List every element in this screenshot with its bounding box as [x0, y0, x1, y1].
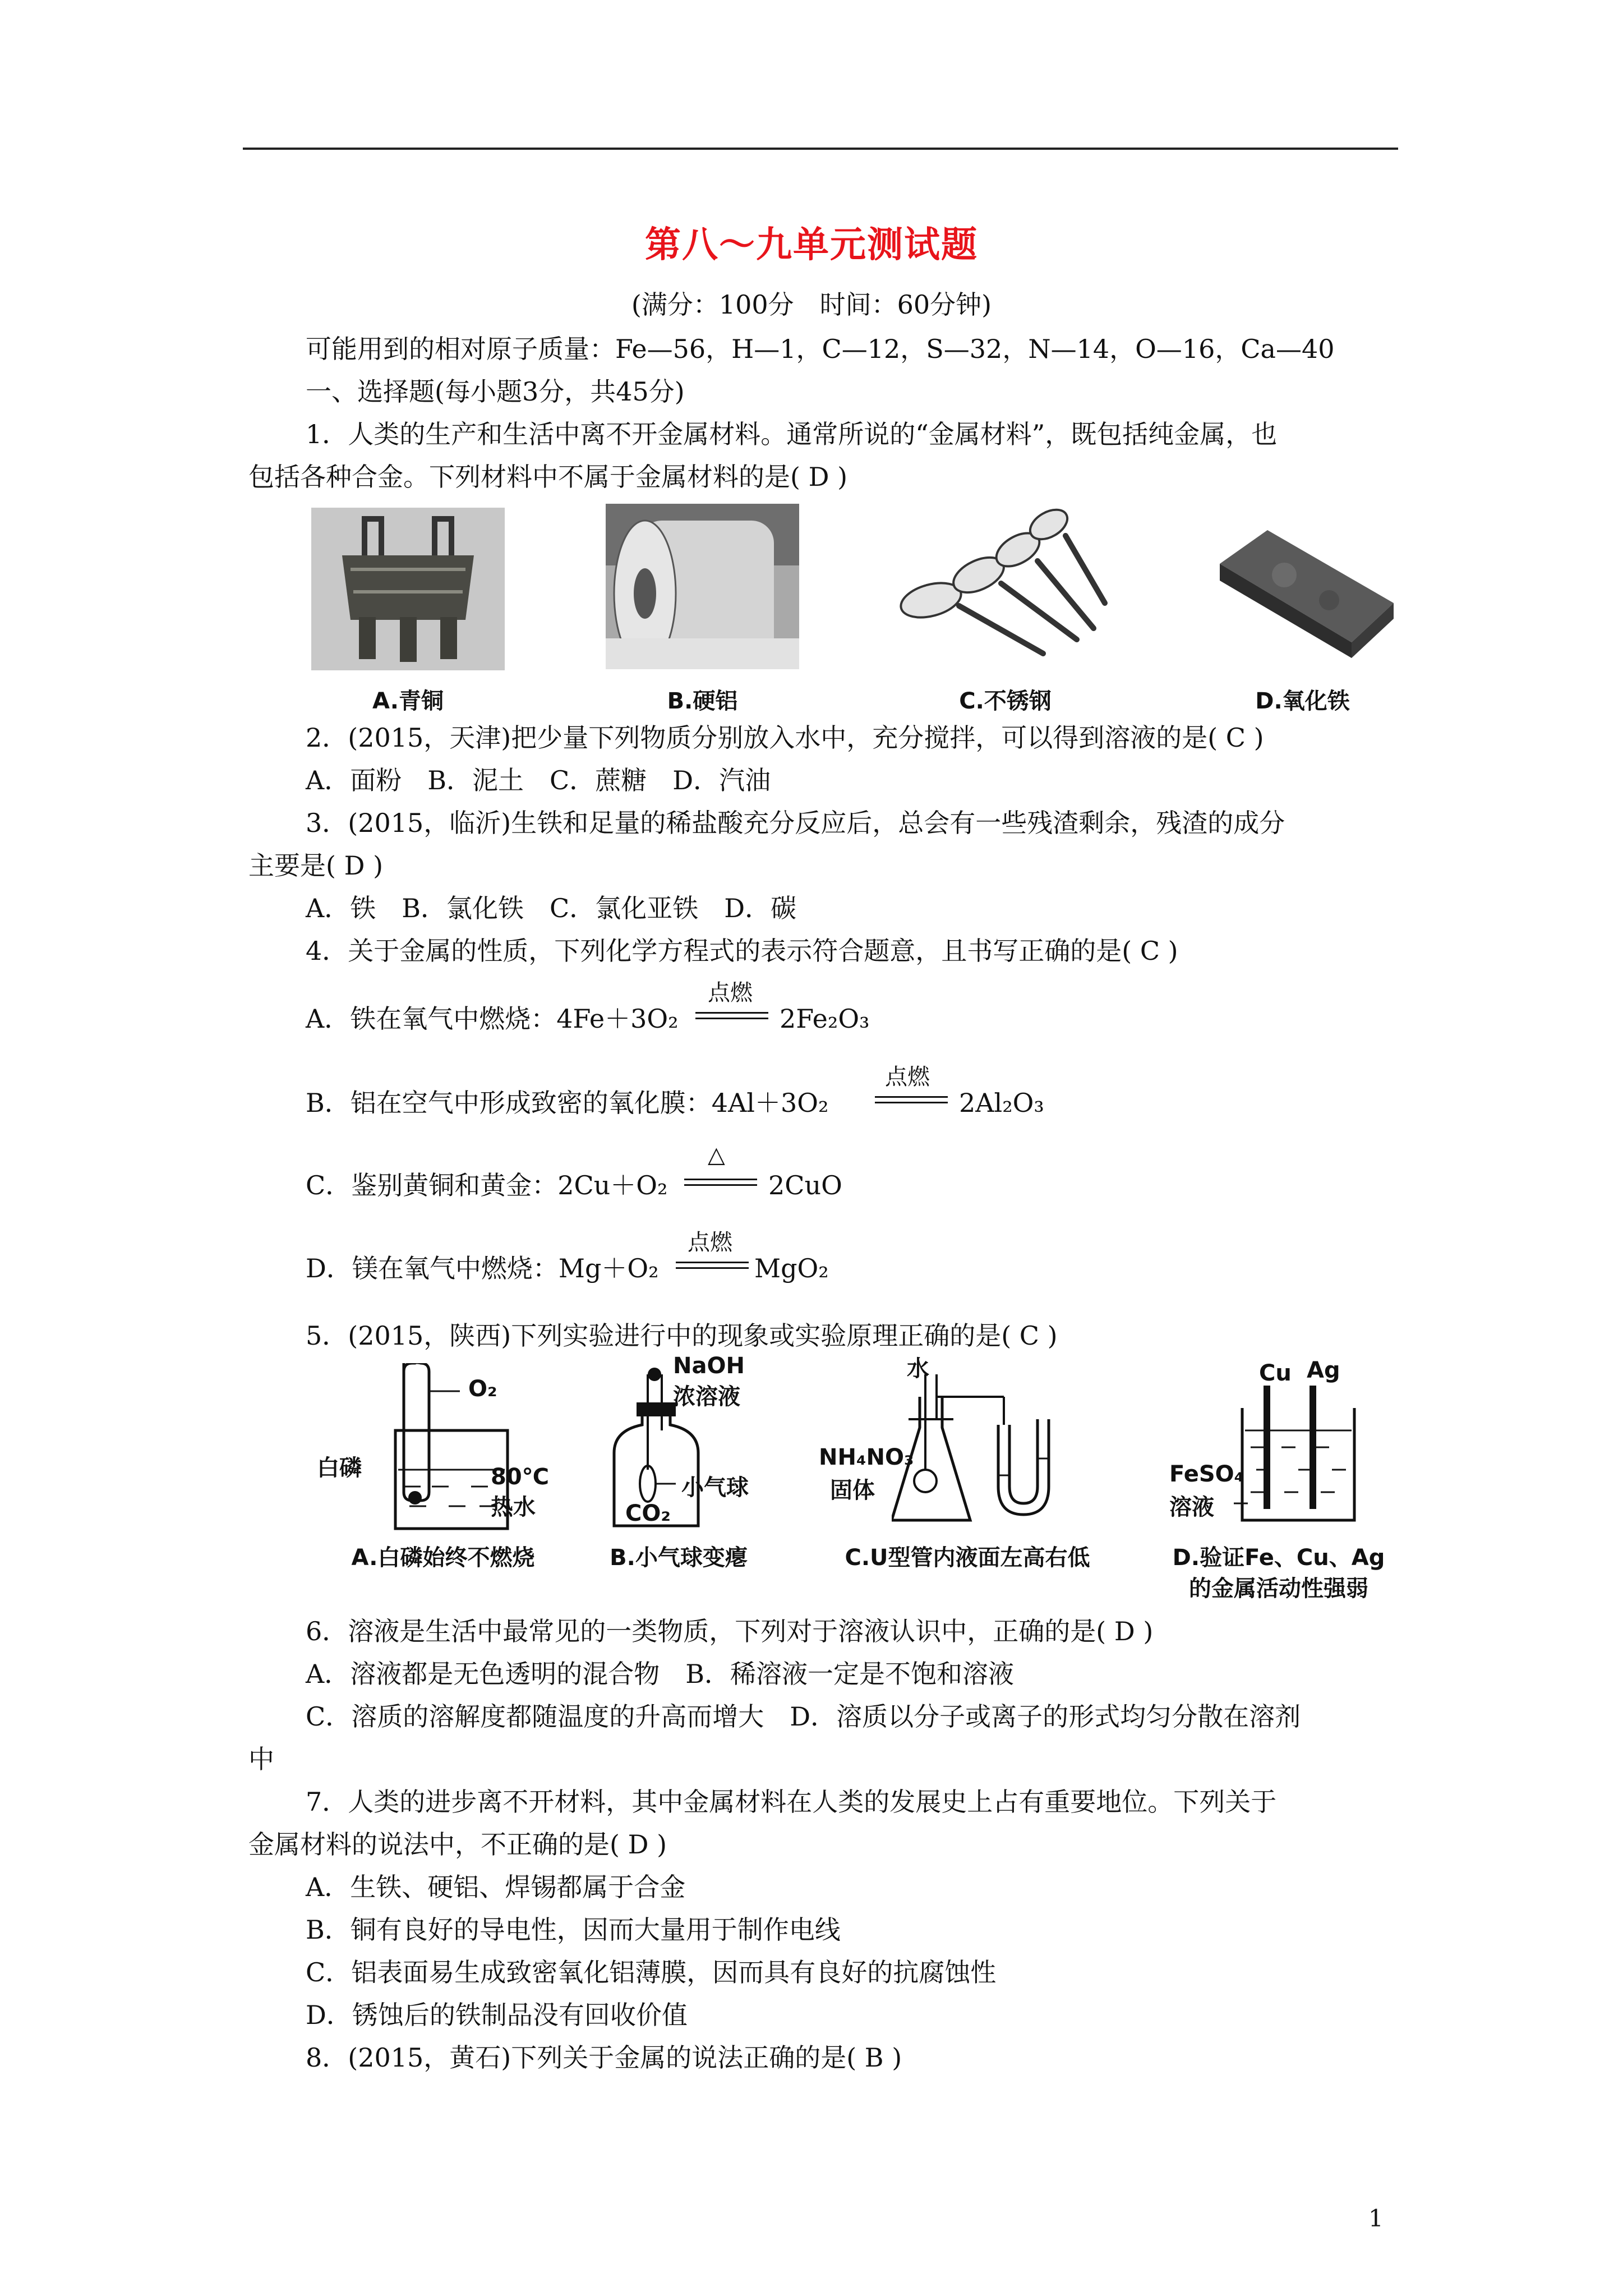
q1-caption-a: A.青铜: [372, 688, 444, 714]
fig-b-caption: B.小气球变瘪: [610, 1545, 748, 1571]
bronze-vessel-image: [311, 508, 505, 670]
q3-options: A．铁 B．氯化铁 C．氯化亚铁 D．碳: [306, 893, 797, 923]
q2-options: A．面粉 B．泥土 C．蔗糖 D．汽油: [306, 765, 771, 795]
q3-line2: 主要是( D ): [248, 850, 384, 881]
q4-stem: 4．关于金属的性质，下列化学方程式的表示符合题意，且书写正确的是( C ): [306, 936, 1178, 966]
q7-line2: 金属材料的说法中，不正确的是( D ): [248, 1829, 667, 1860]
q1-caption-c: C.不锈钢: [959, 688, 1052, 714]
fig-c-water-label: 水: [907, 1356, 929, 1382]
q1-line2: 包括各种合金。下列材料中不属于金属材料的是( D ): [248, 462, 848, 492]
fig-c-solid-label: 固体: [830, 1478, 875, 1503]
fig-d-solution-label: 溶液: [1169, 1494, 1214, 1520]
fig-a-temp-label: 80℃: [491, 1464, 550, 1490]
fig-b-balloon-label: 小气球: [681, 1475, 749, 1501]
fig-c-caption: C.U型管内液面左高右低: [845, 1545, 1090, 1571]
q4-b-bar-top: [875, 1096, 948, 1098]
q6-stem: 6．溶液是生活中最常见的一类物质，下列对于溶液认识中，正确的是( D ): [306, 1616, 1154, 1646]
header-rule: [243, 148, 1398, 150]
q3-line1: 3．(2015，临沂)生铁和足量的稀盐酸充分反应后，总会有一些残渣剩余，残渣的成分: [306, 808, 1285, 838]
q2-stem: 2．(2015，天津)把少量下列物质分别放入水中，充分搅拌，可以得到溶液的是( C ): [306, 723, 1264, 753]
q4-a-condition: 点燃: [708, 980, 753, 1006]
fig-d-caption-2: 的金属活动性强弱: [1189, 1576, 1368, 1602]
q4-c-condition: △: [708, 1142, 725, 1168]
q7-option-c: C．铝表面易生成致密氧化铝薄膜，因而具有良好的抗腐蚀性: [306, 1957, 997, 1987]
q6-options-cd-cont: 中: [248, 1744, 274, 1774]
q4-c-bar-top: [684, 1179, 757, 1180]
q7-line1: 7．人类的进步离不开材料，其中金属材料在人类的发展史上占有重要地位。下列关于: [306, 1787, 1277, 1817]
fig-a-white-p-label: 白磷: [317, 1455, 362, 1481]
q4-d-bar-bottom: [676, 1267, 749, 1269]
q4-a-bar-bottom: [695, 1018, 768, 1019]
experiment-d-diagram: [1231, 1386, 1366, 1531]
q4-a-left: A．铁在氧气中燃烧：4Fe＋3O₂: [306, 1004, 679, 1034]
q7-option-a: A．生铁、硬铝、焊锡都属于合金: [306, 1872, 686, 1902]
q4-c-bar-bottom: [684, 1184, 757, 1186]
q4-b-left: B．铝在空气中形成致密的氧化膜：4Al＋3O₂: [306, 1088, 829, 1118]
q6-options-ab: A．溶液都是无色透明的混合物 B．稀溶液一定是不饱和溶液: [306, 1659, 1015, 1689]
q7-option-d: D．锈蚀后的铁制品没有回收价值: [306, 2000, 688, 2030]
fig-a-o2-label: O₂: [468, 1376, 497, 1402]
q1-caption-b: B.硬铝: [667, 688, 738, 714]
fig-a-hot-water-label: 热水: [491, 1494, 536, 1520]
q4-a-bar-top: [695, 1012, 768, 1014]
fig-b-conc-label: 浓溶液: [673, 1384, 740, 1410]
q4-b-right: 2Al₂O₃: [959, 1088, 1044, 1118]
section-heading: 一、选择题(每小题3分，共45分): [306, 376, 685, 407]
fig-b-co2-label: CO₂: [625, 1501, 671, 1526]
q1-caption-d: D.氧化铁: [1255, 688, 1350, 714]
q4-d-bar-top: [676, 1262, 749, 1263]
fig-b-naoh-label: NaOH: [673, 1353, 745, 1379]
page-title: 第八～九单元测试题: [645, 224, 978, 266]
q5-stem: 5．(2015，陕西)下列实验进行中的现象或实验原理正确的是( C ): [306, 1320, 1058, 1351]
q4-b-bar-bottom: [875, 1102, 948, 1103]
q4-a-right: 2Fe₂O₃: [780, 1004, 870, 1034]
q4-d-left: D．镁在氧气中燃烧：Mg＋O₂: [306, 1253, 659, 1283]
fig-d-feso4-label: FeSO₄: [1169, 1461, 1244, 1487]
q4-c-left: C．鉴别黄铜和黄金：2Cu＋O₂: [306, 1170, 668, 1200]
experiment-c-diagram: [892, 1374, 1077, 1537]
q8-stem: 8．(2015，黄石)下列关于金属的说法正确的是( B ): [306, 2042, 902, 2073]
q4-c-right: 2CuO: [768, 1170, 842, 1200]
q1-line1: 1．人类的生产和生活中离不开金属材料。通常所说的“金属材料”，既包括纯金属，也: [306, 419, 1278, 449]
subtitle: (满分：100分 时间：60分钟): [631, 289, 992, 320]
q4-b-condition: 点燃: [885, 1064, 930, 1090]
q7-option-b: B．铜有良好的导电性，因而大量用于制作电线: [306, 1915, 841, 1945]
stainless-spoons-image: [897, 508, 1110, 670]
page-number: 1: [1368, 2205, 1384, 2232]
iron-oxide-block-image: [1217, 530, 1396, 659]
fig-a-caption: A.白磷始终不燃烧: [351, 1545, 535, 1571]
q6-options-cd: C．溶质的溶解度都随温度的升高而增大 D．溶质以分子或离子的形式均匀分散在溶剂: [306, 1701, 1301, 1732]
atomic-mass-line: 可能用到的相对原子质量：Fe—56，H—1，C—12，S—32，N—14，O—16，Ca—40: [306, 334, 1335, 364]
q4-d-condition: 点燃: [688, 1230, 732, 1255]
fig-c-nh4no3-label: NH₄NO₃: [819, 1444, 914, 1470]
aluminum-roll-image: [606, 504, 799, 669]
fig-d-cu-label: Cu: [1259, 1360, 1292, 1386]
fig-d-ag-label: Ag: [1307, 1358, 1340, 1383]
q4-d-right: MgO₂: [754, 1253, 829, 1283]
fig-d-caption-1: D.验证Fe、Cu、Ag: [1172, 1545, 1385, 1571]
